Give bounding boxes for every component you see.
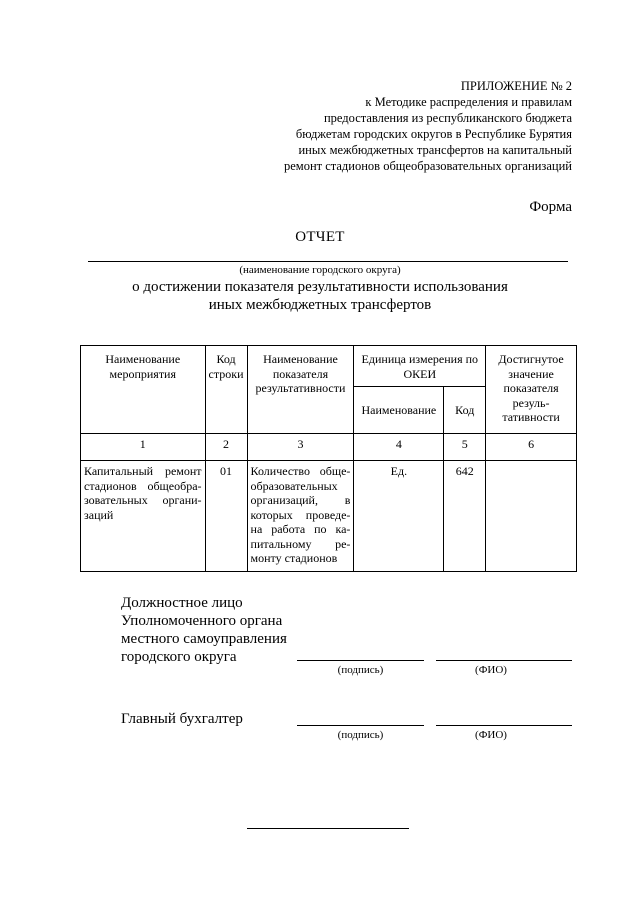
header-unit-group: Единица измерения по ОКЕИ xyxy=(354,346,486,387)
column-number: 4 xyxy=(354,434,444,461)
appendix-line: бюджетам городских округов в Республике Бурятия xyxy=(295,127,572,141)
cell-activity: Капитальный ремонт стадионов общеобра-зовательных органи-заций xyxy=(81,461,206,572)
table-row xyxy=(81,461,577,572)
header-activity: Наименование мероприятия xyxy=(81,346,206,434)
table-number-row xyxy=(81,434,577,461)
cell-row-code: 01 xyxy=(205,461,247,572)
accountant-name-caption: (ФИО) xyxy=(475,729,507,741)
accountant-signature-caption: (подпись) xyxy=(337,729,384,741)
official-signature-line xyxy=(297,660,424,661)
column-number: 6 xyxy=(486,434,577,461)
appendix-line: к Методике распределения и правилам xyxy=(365,95,572,109)
appendix-line: предоставления из республиканского бюджета xyxy=(323,111,572,125)
footer-separator-line xyxy=(247,828,409,829)
official-signature-caption: (подпись) xyxy=(337,664,384,676)
city-district-caption: (наименование городского округа) xyxy=(239,264,401,276)
cell-unit-name: Ед. xyxy=(354,461,444,572)
header-unit-code: Код xyxy=(444,387,486,434)
official-name-caption: (ФИО) xyxy=(475,664,507,676)
column-number: 5 xyxy=(444,434,486,461)
city-district-blank-line xyxy=(88,261,568,262)
table-header-row xyxy=(81,346,577,387)
subtitle-line: о достижении показателя результативности использования xyxy=(132,279,508,295)
official-label-line: городского округа xyxy=(121,649,237,665)
cell-unit-code: 642 xyxy=(444,461,486,572)
official-label xyxy=(121,594,287,666)
header-unit-name: Наименование xyxy=(354,387,444,434)
column-number: 1 xyxy=(81,434,206,461)
cell-achieved-value xyxy=(486,461,577,572)
header-row-code: Код строки xyxy=(205,346,247,434)
header-achieved-value: Достигнутое значение показателя резуль-тативности xyxy=(486,346,577,434)
appendix-header xyxy=(212,78,572,174)
accountant-signature-line xyxy=(297,725,424,726)
official-name-line xyxy=(436,660,572,661)
official-label-line: местного самоуправления xyxy=(121,631,287,647)
official-label-line: Должностное лицо xyxy=(121,595,243,611)
column-number: 2 xyxy=(205,434,247,461)
official-label-line: Уполномоченного органа xyxy=(121,613,283,629)
appendix-line: ПРИЛОЖЕНИЕ № 2 xyxy=(460,79,572,93)
chief-accountant-label: Главный бухгалтер xyxy=(121,711,243,727)
column-number: 3 xyxy=(247,434,354,461)
header-indicator: Наименование показателя результативности xyxy=(247,346,354,434)
accountant-name-line xyxy=(436,725,572,726)
form-label: Форма xyxy=(529,199,572,215)
appendix-line: ремонт стадионов общеобразовательных организаций xyxy=(283,159,572,173)
report-table xyxy=(80,345,577,572)
report-subtitle xyxy=(0,278,640,314)
report-title: ОТЧЕТ xyxy=(295,229,345,245)
cell-indicator: Количество обще-образовательных организаций, в которых проведе-на работа по ка-питальному ре-монту стадионов xyxy=(247,461,354,572)
appendix-line: иных межбюджетных трансфертов на капитальный xyxy=(298,143,572,157)
subtitle-line: иных межбюджетных трансфертов xyxy=(208,297,432,313)
